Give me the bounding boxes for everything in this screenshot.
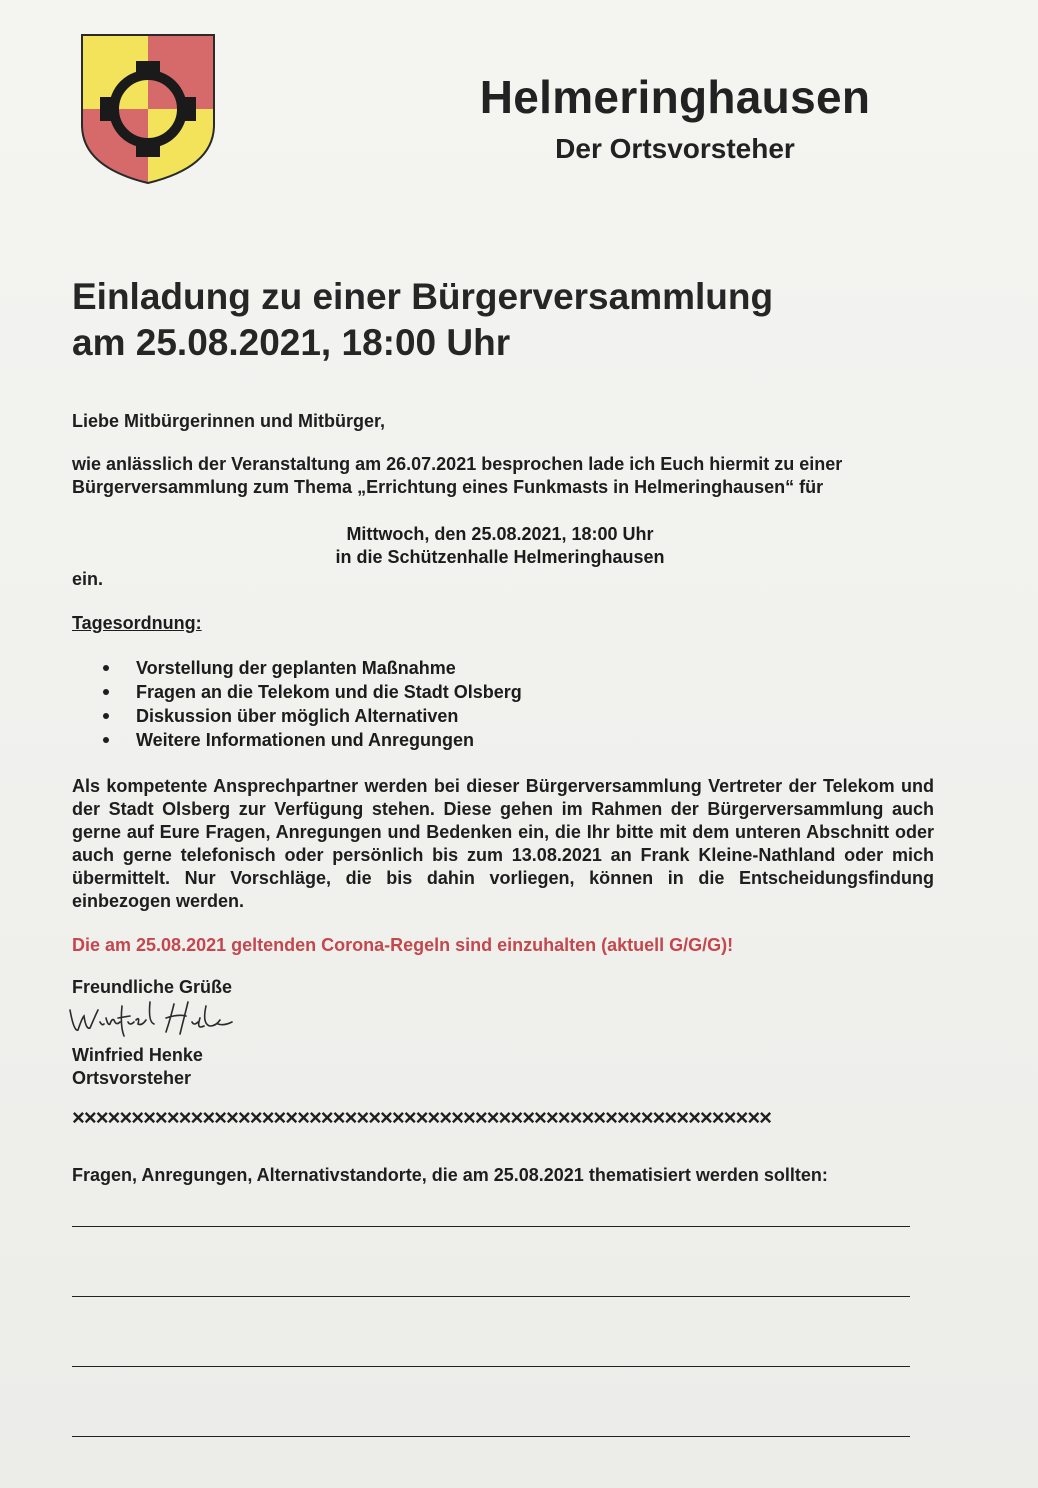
closing-word: ein.: [72, 569, 104, 589]
invitation-headline: [72, 274, 972, 366]
coat-of-arms-icon: [80, 33, 216, 185]
writing-line: [72, 1366, 910, 1367]
cut-line: ×××××××××××××××××××××××××××××××××××××××××××××××××××××××××××: [72, 1108, 772, 1128]
venue-location: in die Schützenhalle Helmeringhausen: [335, 547, 665, 567]
body-paragraph: Als kompetente Ansprechpartner werden bei dieser Bürgerversammlung Vertreter der Telekom und der Stadt Olsberg zur Verfügung stehen. Diese gehen im Rahmen der Bürgerversammlung auch gerne auf Eure Fragen, Anregungen und Bedenken ein, die Ihr bitte mit dem unteren Abschnitt oder auch gerne telefonisch oder persönlich bis zum 13.08.2021 an Frank Kleine-Nathland oder mich übermittelt. Nur Vorschläge, die bis dahin vorliegen, können in die Entscheidungsfindung einbezogen werden.: [72, 776, 934, 911]
venue-block: [300, 523, 700, 569]
headline-line-2: am 25.08.2021, 18:00 Uhr: [72, 322, 511, 363]
greeting: Freundliche Grüße: [72, 977, 233, 997]
corona-notice: Die am 25.08.2021 geltenden Corona-Regeln sind einzuhalten (aktuell G/G/G)!: [72, 935, 734, 955]
place-title: Helmeringhausen: [479, 71, 871, 123]
questions-label: Fragen, Anregungen, Alternativstandorte, die am 25.08.2021 thematisiert werden sollten:: [72, 1165, 828, 1185]
signer-name: Winfried Henke: [72, 1045, 203, 1065]
agenda-item: Vorstellung der geplanten Maßnahme: [98, 656, 522, 680]
writing-line: [72, 1296, 910, 1297]
agenda-title: Tagesordnung:: [72, 613, 202, 633]
agenda-item: Fragen an die Telekom und die Stadt Olsberg: [98, 680, 522, 704]
writing-line: [72, 1436, 910, 1437]
signer-role: Ortsvorsteher: [72, 1068, 192, 1088]
agenda-item: Weitere Informationen und Anregungen: [98, 728, 522, 752]
headline-line-1: Einladung zu einer Bürgerversammlung: [72, 276, 774, 317]
intro-paragraph: wie anlässlich der Veranstaltung am 26.07.2021 besprochen lade ich Euch hiermit zu einer Bürgerversammlung zum Thema „Errichtung eines Funkmasts in Helmeringhausen“ für: [72, 454, 843, 497]
venue-date: Mittwoch, den 25.08.2021, 18:00 Uhr: [346, 524, 654, 544]
agenda-item: Diskussion über möglich Alternativen: [98, 704, 522, 728]
office-subtitle: Der Ortsvorsteher: [555, 133, 795, 164]
writing-line: [72, 1226, 910, 1227]
agenda-list: [98, 656, 522, 752]
handwritten-signature: [66, 996, 236, 1042]
salutation: Liebe Mitbürgerinnen und Mitbürger,: [72, 411, 385, 431]
